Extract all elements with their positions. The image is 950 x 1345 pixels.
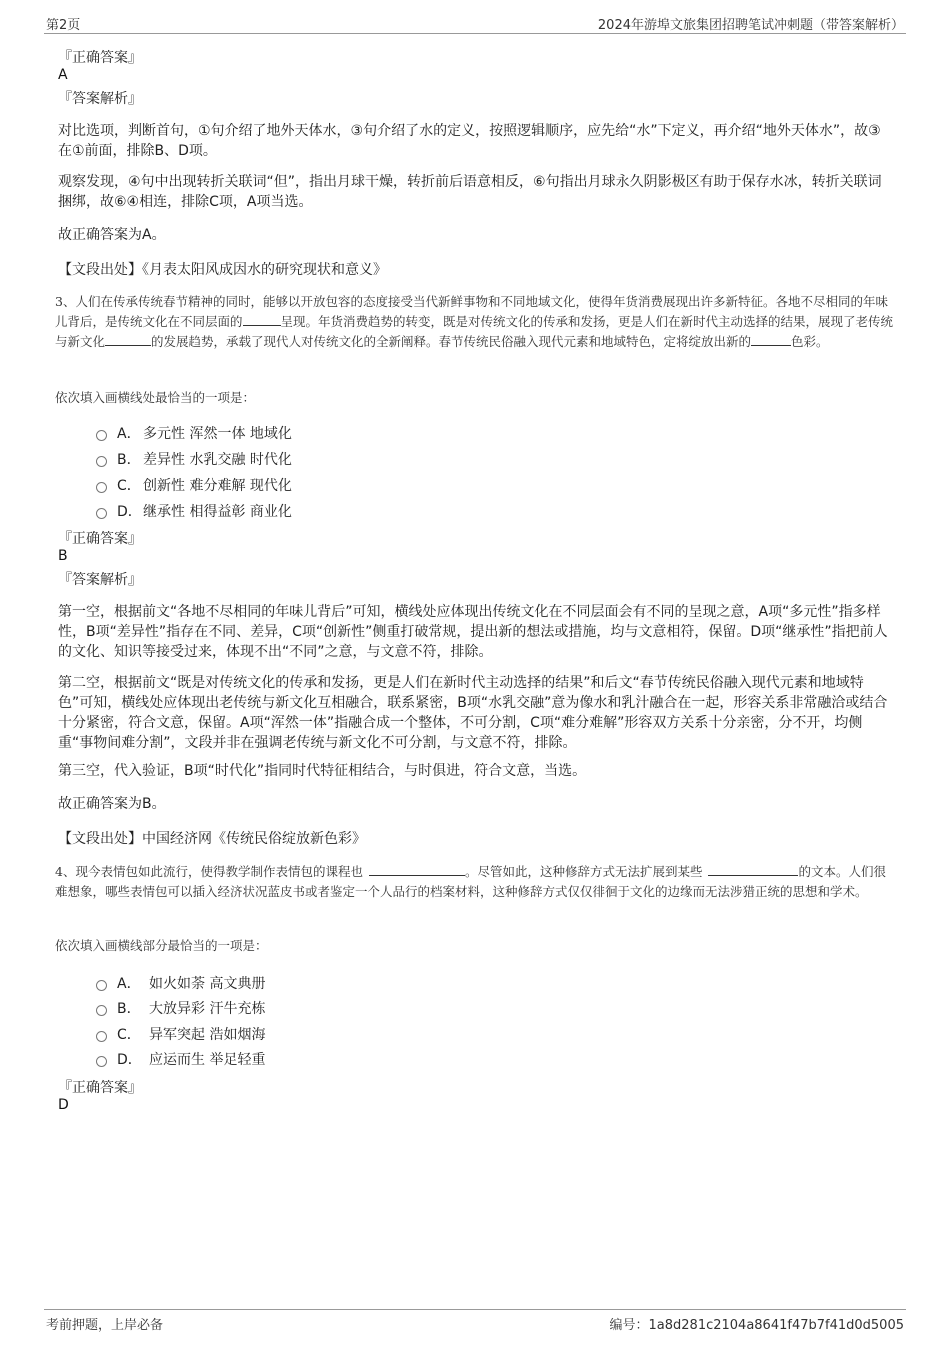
option-c[interactable]: C． 异军突起 浩如烟海 [96, 1024, 265, 1044]
source-text: 中国经济网《传统民俗绽放新色彩》 [142, 831, 366, 847]
stem-text: 的文本。人们很难想象，哪些表情包可以插入经济状况蓝皮书或者鉴定一个人品行的档案材料，这种修辞方式仅仅徘徊于文化的边缘而无法涉猎正统的思想和学术。 [55, 864, 886, 899]
stem-text: 呈现。年货消费趋势的转变，既是对传统文化的传承和发扬，更是人们在新时代主动选择的结果，展现了老传统与新文化 [55, 314, 894, 349]
fill-blank [708, 863, 798, 876]
analysis-label: 『答案解析』 [58, 572, 142, 588]
stem-text: 的发展趋势，承载了现代人对传统文化的全新阐释。春节传统民俗融入现代元素和地域特色，定将绽放出新的 [151, 334, 752, 349]
answer-label: 『正确答案』 [58, 50, 142, 66]
fill-blank [243, 313, 281, 326]
option-a[interactable]: A． 如火如荼 高文典册 [96, 973, 265, 993]
analysis-paragraph: 观察发现，④句中出现转折关联词“但”，指出月球干燥，转折前后语意相反，⑥句指出月球永久阴影极区有助于保存水冰，转折关联词捆绑，故⑥④相连，排除C项，A项当选。 [58, 174, 882, 210]
analysis-paragraph: 对比选项，判断首句，①句介绍了地外天体水，③句介绍了水的定义，按照逻辑顺序，应先给“水”下定义，再介绍“地外天体水”，故③在①前面，排除B、D项。 [58, 123, 881, 159]
analysis-paragraph: 第一空，根据前文“各地不尽相同的年味儿背后”可知，横线处应体现出传统文化在不同层面会有不同的呈现之意，A项“多元性”指多样性，B项“差异性”指存在不同、差异，C项“创新性”侧重打破常规，提出新的想法或措施，均与文意相符，保留。D项“继承性”指把前人的文化、知识等接受过来，体现不出“不同”之意，与文意不符，排除。 [58, 604, 888, 660]
correct-answer: A [58, 67, 68, 83]
analysis-label: 『答案解析』 [58, 91, 142, 107]
question-stem [55, 292, 895, 352]
source-label: 【文段出处】 [58, 262, 142, 278]
radio-icon[interactable] [96, 482, 107, 493]
question-prompt: 依次填入画横线部分最恰当的一项是： [55, 938, 268, 953]
stem-text: 4、现今表情包如此流行，使得教学制作表情包的课程也 [55, 864, 363, 879]
correct-answer: B [58, 548, 68, 564]
document-code: 编号：1a8d281c2104a8641f47b7f41d0d5005 [609, 1318, 904, 1333]
header-divider [44, 33, 906, 34]
radio-icon[interactable] [96, 508, 107, 519]
analysis-paragraph: 第三空，代入验证，B项“时代化”指同时代特征相结合，与时俱进，符合文意，当选。 [58, 763, 587, 779]
source-label: 【文段出处】 [58, 831, 142, 847]
analysis-paragraph: 第二空，根据前文“既是对传统文化的传承和发扬，更是人们在新时代主动选择的结果”和后文“春节传统民俗融入现代元素和地域特色”可知，横线处应体现出老传统与新文化互相融合，联系紧密，B项“水乳交融”意为像水和乳汁融合在一起，形容关系非常融洽或结合十分紧密，符合文意，保留。A项“浑然一体”指融合成一个整体，不可分割，C项“难分难解”形容双方关系十分亲密，分不开，均侧重“事物间难分割”，文段并非在强调老传统与新文化不可分割，与文意不符，排除。 [58, 675, 888, 751]
stem-text: 3、人们在传承传统春节精神的同时，能够以开放包容的态度接受当代新鲜事物和不同地域文化，使得年货消费展现出许多新特征。各地不尽相同的年味儿背后，是传统文化在不同层面的 [55, 294, 888, 329]
document-title: 2024年游埠文旅集团招聘笔试冲刺题（带答案解析） [597, 18, 904, 33]
footer-slogan: 考前押题，上岸必备 [46, 1318, 164, 1333]
option-c[interactable]: C． 创新性 难分难解 现代化 [96, 475, 292, 495]
page-number: 第2页 [46, 18, 81, 33]
fill-blank [369, 863, 465, 876]
option-b[interactable]: B． 差异性 水乳交融 时代化 [96, 449, 292, 469]
question-prompt: 依次填入画横线处最恰当的一项是： [55, 390, 256, 405]
option-a[interactable]: A． 多元性 浑然一体 地域化 [96, 423, 292, 443]
answer-label: 『正确答案』 [58, 1080, 142, 1096]
source-citation [58, 828, 366, 848]
option-b[interactable]: B． 大放异彩 汗牛充栋 [96, 998, 265, 1018]
source-citation [58, 259, 387, 279]
stem-text: 。尽管如此，这种修辞方式无法扩展到某些 [464, 864, 703, 879]
radio-icon[interactable] [96, 430, 107, 441]
footer-divider [44, 1309, 906, 1310]
analysis-paragraph: 故正确答案为B。 [58, 796, 166, 812]
radio-icon[interactable] [96, 980, 107, 991]
answer-label: 『正确答案』 [58, 531, 142, 547]
question-stem [55, 862, 895, 902]
analysis-paragraph: 故正确答案为A。 [58, 227, 166, 243]
stem-text: 色彩。 [791, 334, 829, 349]
fill-blank [751, 333, 791, 346]
radio-icon[interactable] [96, 1005, 107, 1016]
option-d[interactable]: D． 继承性 相得益彰 商业化 [96, 501, 292, 521]
radio-icon[interactable] [96, 1056, 107, 1067]
radio-icon[interactable] [96, 456, 107, 467]
correct-answer: D [58, 1097, 69, 1113]
option-d[interactable]: D． 应运而生 举足轻重 [96, 1049, 265, 1069]
fill-blank [105, 333, 151, 346]
source-text: 《月表太阳风成因水的研究现状和意义》 [142, 262, 387, 278]
radio-icon[interactable] [96, 1031, 107, 1042]
